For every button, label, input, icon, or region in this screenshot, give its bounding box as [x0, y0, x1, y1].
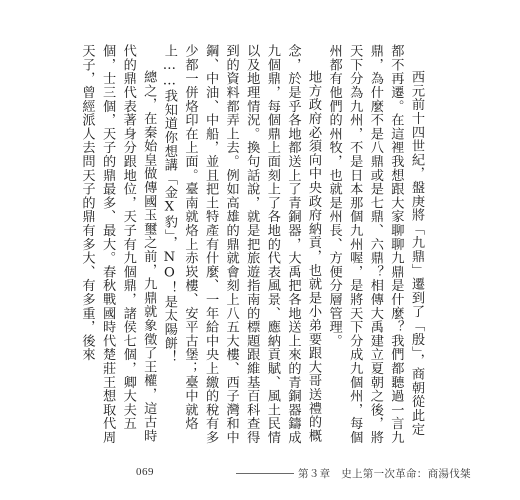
- body-paragraph: 地方政府必須向中央政府納貢，也就是小弟要跟大哥送禮的概念，於是乎各地都送上了青銅器，大禹把各地送上來的青銅器鑄成九個鼎，每個鼎上面刻上了各地的代表風景、應納貢賦、風土民情以及地理情況。換句話說，就是把旅遊指南的標題跟維基百科查得到的資料都弄上去。例如高雄的鼎就會刻上八五大樓、西子灣和中鋼、中油、中船，並且把土特產有什麼、一年給中央上繳的稅有多少都一併烙印在上面。臺南就烙上赤崁樓、安平古堡；臺中就烙上……我知道你想講「金X豹」，NO！是太陽餅！: [161, 44, 322, 445]
- vertical-body-text: [79, 44, 426, 449]
- running-head: 第３章 史上第一次革命：商湯伐桀: [298, 468, 471, 480]
- footer-divider: [236, 473, 294, 474]
- body-paragraph: 總之，在秦始皇做傳國玉璽之前，九鼎就象徵了王權，這古時代的鼎代表著身分跟地位，天子有九個鼎，諸侯七個，卿大夫五個，士三個，天子的鼎最多、最大。春秋戰國時代楚莊王想取代周天子，曾經派人去問天子的鼎有多大、有多重，後來: [79, 44, 157, 445]
- page-number: 069: [136, 466, 154, 478]
- body-paragraph: 西元前十四世紀，盤庚將「九鼎」遷到了「殷」，商朝從此定都不再遷。在這裡我想跟大家聊聊九鼎是什麼？我們都聽過一言九鼎，為什麼不是八鼎或是七鼎、六鼎？相傳大禹建立夏朝之後，將天下分為九州，不是日本那個九州喔，是將天下分成九個州，每個州都有他們的州牧，也就是州長、方便分層管理。: [326, 44, 424, 445]
